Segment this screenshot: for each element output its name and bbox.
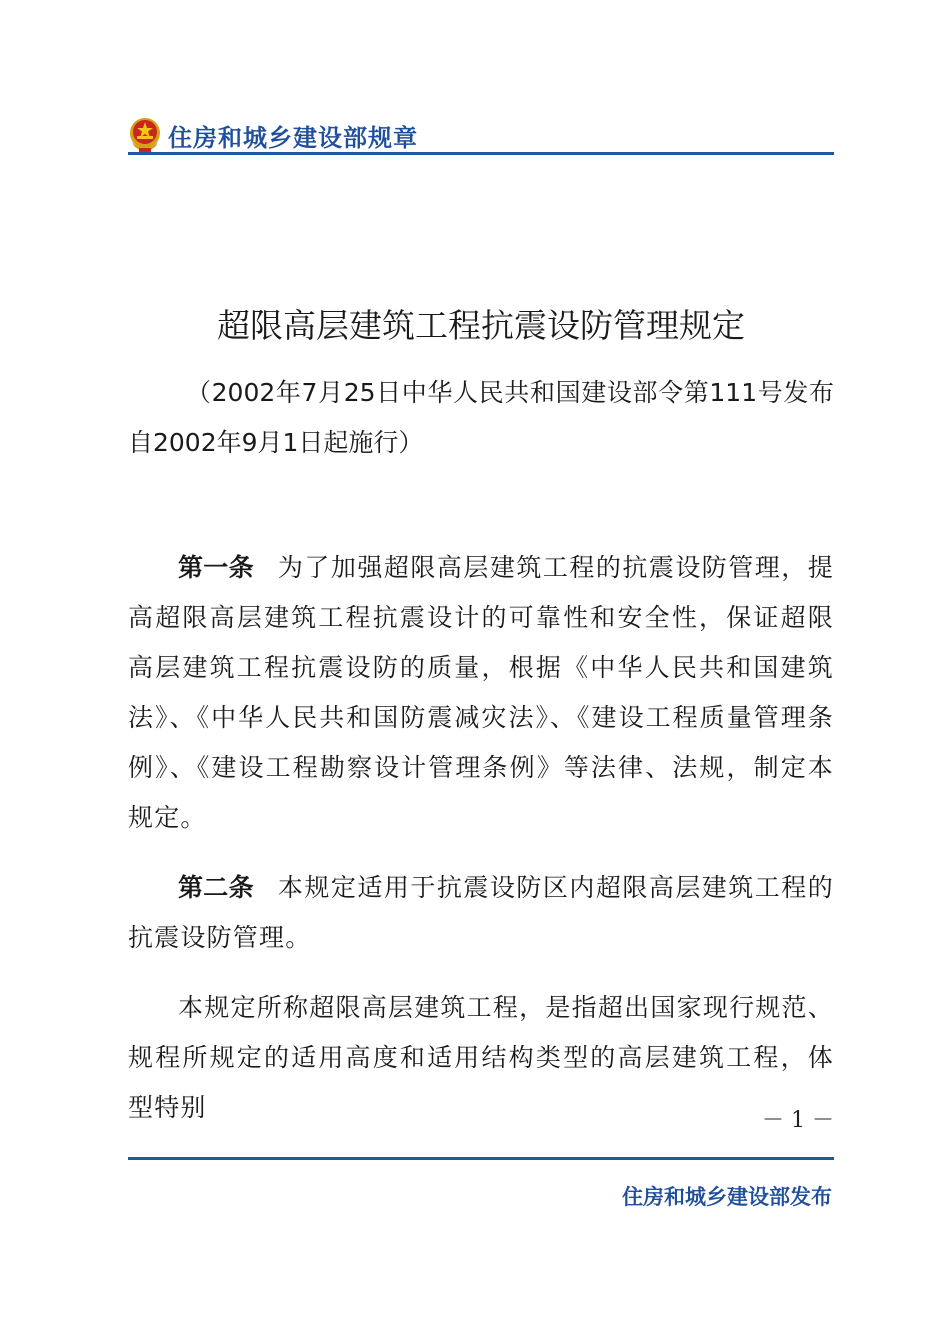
document-body — [128, 543, 834, 1153]
article-number: 第二条 — [178, 873, 254, 902]
footer-divider — [128, 1157, 834, 1160]
article-2 — [128, 863, 834, 963]
document-title: 超限高层建筑工程抗震设防管理规定 — [217, 306, 745, 345]
header-title: 住房和城乡建设部规章 — [168, 124, 418, 152]
article-number: 第一条 — [178, 553, 254, 582]
paragraph: 本规定所称超限高层建筑工程，是指超出国家现行规范、规程所规定的适用高度和适用结构类型的高层建筑工程，体型特别 — [128, 993, 834, 1122]
header — [128, 112, 832, 156]
article-text: 本规定适用于抗震设防区内超限高层建筑工程的抗震设防管理。 — [128, 873, 834, 952]
article-1 — [128, 543, 834, 843]
header-divider — [128, 152, 834, 155]
national-emblem-icon — [128, 116, 162, 154]
article-text: 为了加强超限高层建筑工程的抗震设防管理，提高超限高层建筑工程抗震设计的可靠性和安全性，保证超限高层建筑工程抗震设防的质量，根据《中华人民共和国建筑法》、《中华人民共和国防震减灾法》、《建设工程质量管理条例》、《建设工程勘察设计管理条例》等法律、法规，制定本规定。 — [128, 553, 834, 832]
document-subtitle: （2002年7月25日中华人民共和国建设部令第111号发布 自2002年9月1日起施行） — [128, 378, 860, 457]
footer-publisher: 住房和城乡建设部发布 — [622, 1185, 832, 1209]
page-number: － 1 － — [762, 1108, 834, 1133]
